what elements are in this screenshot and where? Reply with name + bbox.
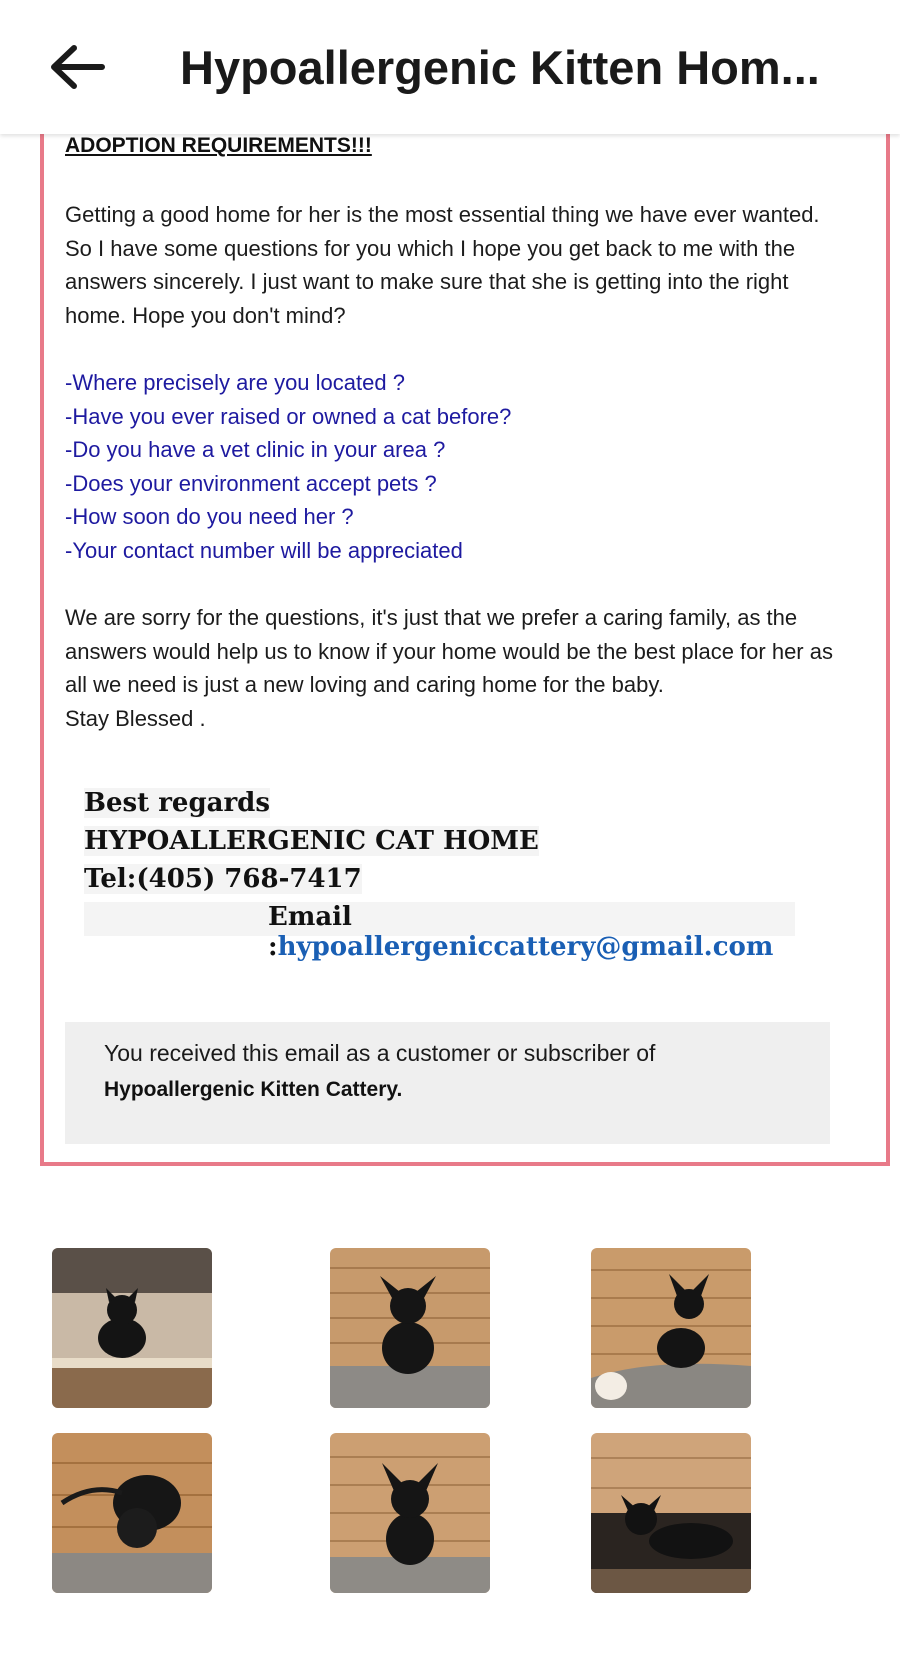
closing-paragraph — [65, 601, 845, 735]
top-app-bar — [0, 0, 900, 134]
signature-email-row — [84, 902, 795, 962]
question-item: -Do you have a vet clinic in your area ? — [65, 437, 446, 462]
kitten-photo[interactable] — [52, 1248, 212, 1408]
page-title: Hypoallergenic Kitten Hom... — [180, 41, 820, 94]
subscription-footer — [65, 1022, 830, 1144]
arrow-left-icon — [48, 43, 106, 91]
footer-notice: You received this email as a customer or subscriber of — [104, 1040, 656, 1066]
signature-org-text: HYPOALLERGENIC CAT HOME — [84, 826, 539, 856]
question-item: -Have you ever raised or owned a cat before? — [65, 403, 512, 429]
kitten-photo[interactable] — [52, 1433, 212, 1593]
closing-text: We are sorry for the questions, it's just that we prefer a caring family, as the answers would help us to know if your home would be the best place for her as all we need is just a new loving and caring home for the baby. — [65, 605, 833, 697]
signature-email — [268, 902, 795, 962]
question-list — [65, 366, 511, 567]
farewell-text: Stay Blessed . — [65, 705, 206, 731]
back-button[interactable] — [44, 36, 110, 98]
signature-regards-text: Best regards — [84, 788, 270, 818]
question-item: -Where precisely are you located ? — [65, 370, 405, 395]
email-link[interactable]: hypoallergeniccattery@gmail.com — [277, 932, 774, 962]
kitten-photo[interactable] — [591, 1248, 751, 1408]
question-item: -Your contact number will be appreciated — [65, 537, 463, 563]
question-item: -How soon do you need her ? — [65, 504, 354, 529]
kitten-photo[interactable] — [591, 1433, 751, 1593]
signature-regards — [84, 788, 270, 818]
kitten-photo[interactable] — [330, 1433, 490, 1593]
kitten-photo[interactable] — [330, 1248, 490, 1408]
footer-cattery-name: Hypoallergenic Kitten Cattery. — [104, 1078, 403, 1101]
intro-paragraph: Getting a good home for her is the most essential thing we have ever wanted. So I have some questions for you which I hope you get back to me with the answers sincerely. I just want to make sure that she is getting into the right home. Hope you don't mind? — [65, 202, 820, 328]
adoption-requirements-heading: ADOPTION REQUIREMENTS!!! — [65, 134, 372, 157]
signature-tel-text: Tel:(405) 768-7417 — [84, 864, 362, 894]
question-item: -Does your environment accept pets ? — [65, 470, 437, 496]
email-label: Email : — [268, 902, 352, 962]
signature-org — [84, 826, 539, 856]
signature-tel — [84, 864, 362, 894]
